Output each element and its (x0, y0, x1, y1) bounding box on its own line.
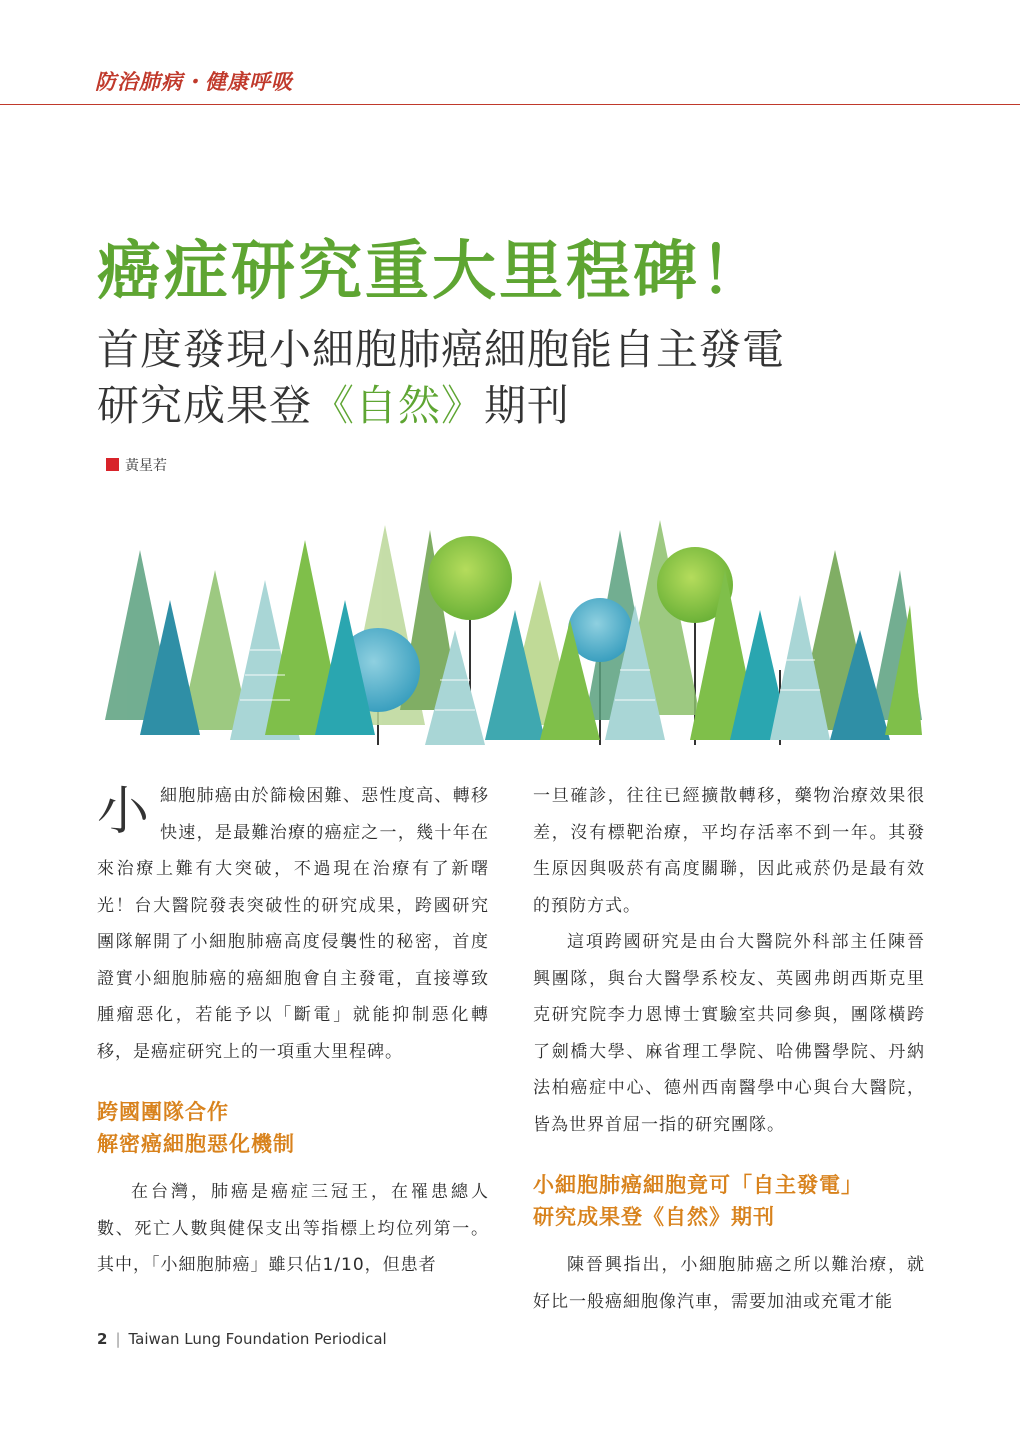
subtitle-line-2-post: 期刊 (484, 381, 571, 430)
footer-divider: | (115, 1330, 121, 1348)
right-paragraph-2: 這項跨國研究是由台大醫院外科部主任陳晉興團隊，與台大醫學系校友、英國弗朗西斯克里克研究院李力恩博士實驗室共同參與，團隊橫跨了劍橋大學、麻省理工學院、哈佛醫學院、丹納法柏癌症中心、德州西南醫學中心與台大醫院，皆為世界首屈一指的研究團隊。 (533, 932, 925, 1135)
section-heading-2 (533, 1169, 925, 1233)
publication-name: Taiwan Lung Foundation Periodical (128, 1330, 387, 1348)
subtitle-line-2 (97, 378, 785, 434)
page-title: 癌症研究重大里程碑！ (97, 235, 767, 309)
section-heading-2-line-1: 小細胞肺癌細胞竟可「自主發電」 (533, 1173, 863, 1197)
subtitle-journal-name: 《自然》 (312, 381, 485, 430)
section-heading-1-line-2: 解密癌細胞惡化機制 (97, 1132, 295, 1156)
section-heading-1-line-1: 跨國團隊合作 (97, 1100, 229, 1124)
intro-text: 細胞肺癌由於篩檢困難、惡性度高、轉移快速，是最難治療的癌症之一，幾十年在來治療上難有大突破，不過現在治療有了新曙光！台大醫院發表突破性的研究成果，跨國研究團隊解開了小細胞肺癌高度侵襲性的秘密，首度證實小細胞肺癌的癌細胞會自主發電，直接導致腫瘤惡化，若能予以「斷電」就能抑制惡化轉移，是癌症研究上的一項重大里程碑。 (97, 786, 489, 1062)
subtitle-line-2-pre: 研究成果登 (97, 381, 313, 430)
watercolor-forest-illustration (100, 510, 922, 750)
author-name: 黃星若 (125, 458, 167, 474)
intro-paragraph (97, 778, 489, 1070)
page-number: 2 (97, 1330, 108, 1348)
author-byline (106, 455, 167, 475)
article-column-right (533, 778, 925, 1320)
section-heading-1 (97, 1096, 489, 1160)
page-subtitle (97, 322, 785, 434)
header-divider (0, 104, 1020, 105)
subtitle-line-1: 首度發現小細胞肺癌細胞能自主發電 (97, 325, 786, 374)
page-footer (97, 1330, 387, 1348)
section-heading-2-line-2: 研究成果登《自然》期刊 (533, 1205, 775, 1229)
square-bullet-icon (106, 458, 119, 471)
article-column-left (97, 778, 489, 1284)
section-2-paragraph: 陳晉興指出，小細胞肺癌之所以難治療，就好比一般癌細胞像汽車，需要加油或充電才能 (533, 1255, 925, 1312)
section-tag: 防治肺病・健康呼吸 (95, 69, 293, 94)
drop-cap: 小 (97, 782, 151, 842)
section-1-paragraph: 在台灣，肺癌是癌症三冠王，在罹患總人數、死亡人數與健保支出等指標上均位列第一。其中，「小細胞肺癌」雖只佔1/10，但患者 (97, 1182, 489, 1275)
round-tree-green-1 (428, 536, 512, 620)
right-paragraph-1: 一旦確診，往往已經擴散轉移，藥物治療效果很差，沒有標靶治療，平均存活率不到一年。其發生原因與吸菸有高度關聯，因此戒菸仍是最有效的預防方式。 (533, 786, 925, 916)
